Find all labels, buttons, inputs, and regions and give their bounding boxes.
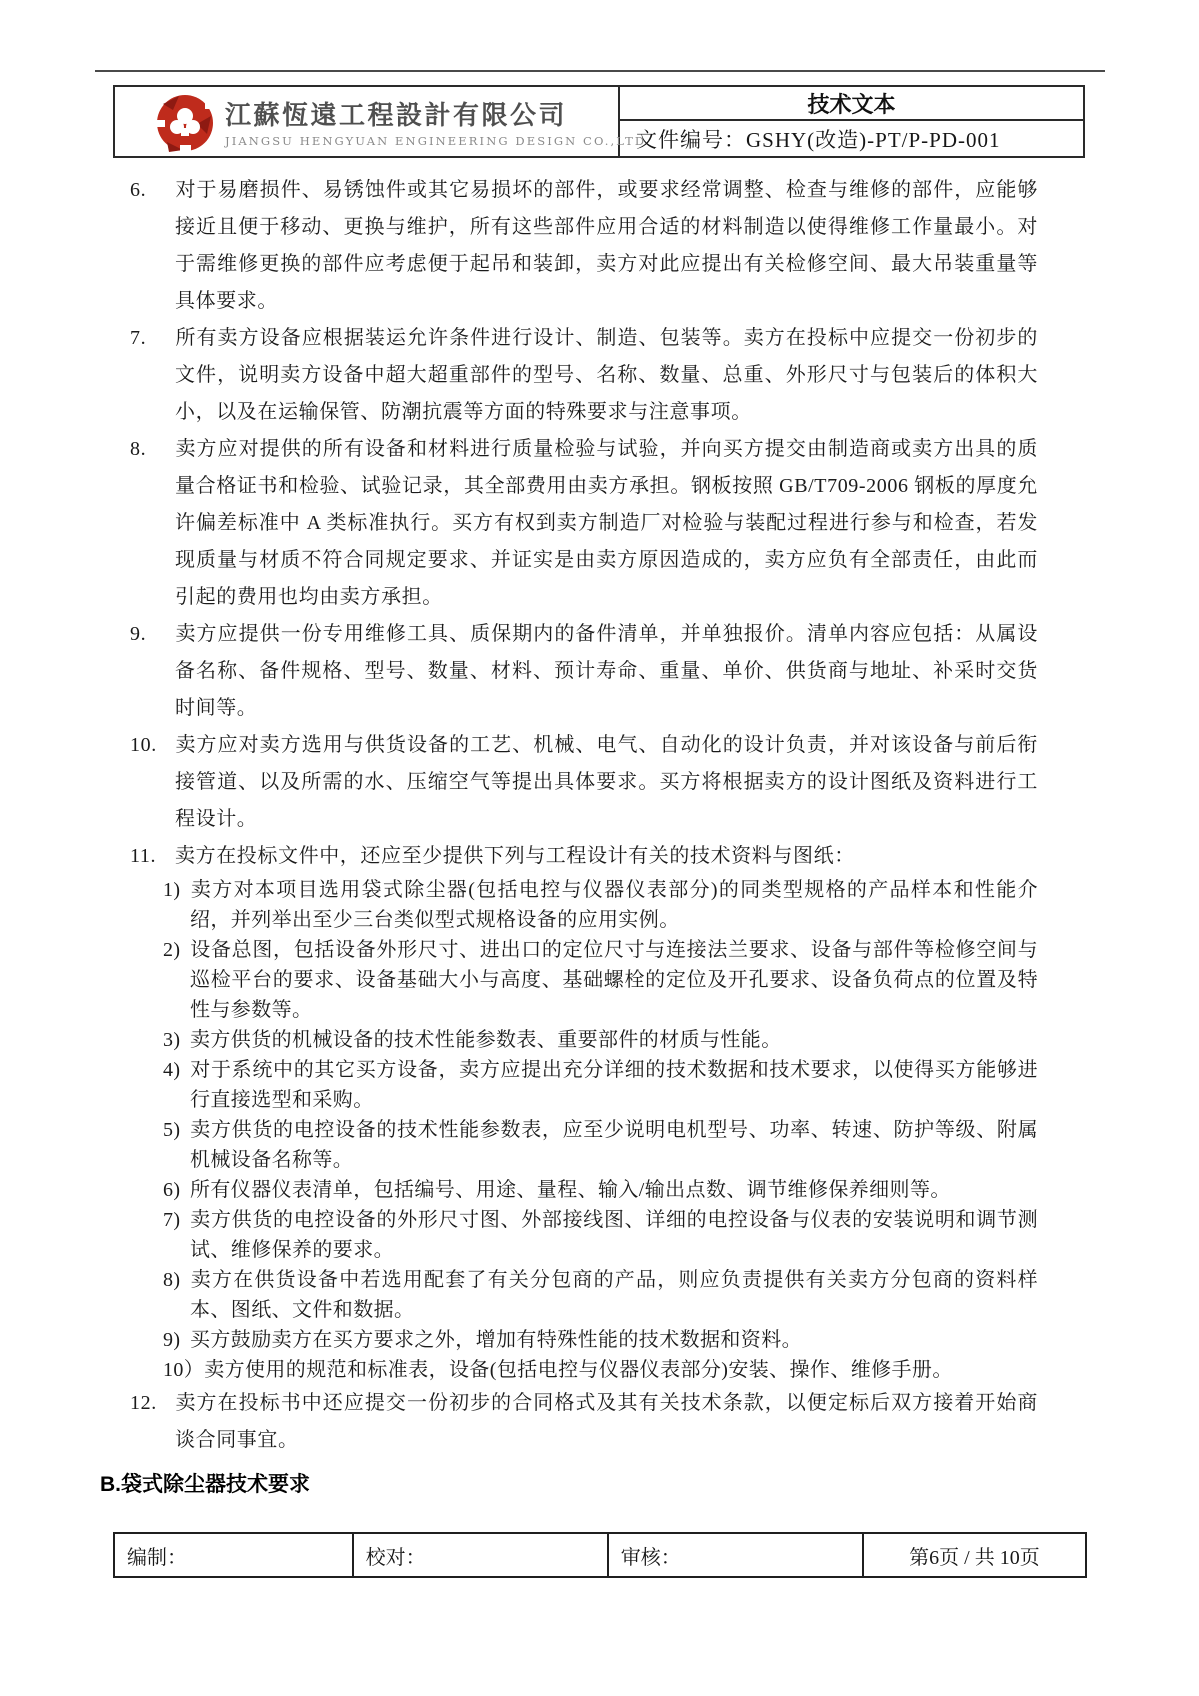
list-item-9 [100,616,1100,727]
sub-item-number: 5) [163,1119,181,1141]
item-text: 卖方应提供一份专用维修工具、质保期内的备件清单，并单独报价。清单内容应包括：从属设备名称、备件规格、型号、数量、材料、预计寿命、重量、单价、供货商与地址、补采时交货时间等。 [175,623,1038,719]
list-item-12 [100,1385,1100,1459]
sub-item-text: 买方鼓励卖方在买方要求之外，增加有特殊性能的技术数据和资料。 [190,1329,802,1351]
section-heading: B.袋式除尘器技术要求 [100,1473,310,1496]
sub-item-number: 7) [163,1209,181,1231]
doc-type-title: 技术文本 [620,87,1083,121]
sub-item-number: 3) [163,1029,181,1051]
sub-item-8 [100,1265,1100,1325]
sub-item-text: 对于系统中的其它买方设备，卖方应提出充分详细的技术数据和技术要求，以使得买方能够进行直接选型和采购。 [190,1059,1038,1111]
sub-item-text: 卖方在供货设备中若选用配套了有关分包商的产品，则应负责提供有关卖方分包商的资料样本、图纸、文件和数据。 [190,1269,1038,1321]
sub-item-text: 卖方对本项目选用袋式除尘器(包括电控与仪器仪表部分)的同类型规格的产品样本和性能介绍，并列举出至少三台类似型式规格设备的应用实例。 [190,879,1038,931]
sub-item-7 [100,1205,1100,1265]
document-header [113,85,1085,158]
item-number: 11. [130,845,157,867]
sub-item-1 [100,875,1100,935]
item-text: 所有卖方设备应根据装运允许条件进行设计、制造、包装等。卖方在投标中应提交一份初步的文件，说明卖方设备中超大超重部件的型号、名称、数量、总重、外形尺寸与包装后的体积大小，以及在运输保管、防潮抗震等方面的特殊要求与注意事项。 [175,327,1038,423]
item-number: 7. [130,327,147,349]
sub-item-9 [100,1325,1100,1355]
sub-item-text: 卖方使用的规范和标准表，设备(包括电控与仪器仪表部分)安装、操作、维修手册。 [204,1359,953,1381]
proofread-by-cell: 校对： [352,1534,607,1576]
company-logo-icon [153,90,217,154]
document-body [100,172,1100,1501]
sub-item-5 [100,1115,1100,1175]
sub-item-text: 卖方供货的机械设备的技术性能参数表、重要部件的材质与性能。 [190,1029,782,1051]
list-item-10 [100,727,1100,838]
item-number: 9. [130,623,147,645]
sub-item-text: 卖方供货的电控设备的技术性能参数表，应至少说明电机型号、功率、转速、防护等级、附属机械设备名称等。 [190,1119,1038,1171]
sub-item-3 [100,1025,1100,1055]
item-text: 卖方应对提供的所有设备和材料进行质量检验与试验，并向买方提交由制造商或卖方出具的质量合格证书和检验、试验记录，其全部费用由卖方承担。钢板按照 GB/T709-2006 钢板的厚度允许偏差标准中 A 类标准执行。买方有权到卖方制造厂对检验与装配过程进行参与和检查，若发现质量与材质不符合同规定要求、并证实是由卖方原因造成的，卖方应负有全部责任，由此而引起的费用也均由卖方承担。 [175,438,1038,608]
list-item-11 [100,838,1100,875]
footer-table [113,1532,1087,1578]
sub-item-number: 4) [163,1059,181,1081]
header-right-column [620,87,1083,156]
doc-number-value: GSHY(改造)-PT/P-PD-001 [746,127,1001,152]
item-number: 10. [130,734,157,756]
company-name-zh: 江蘇恆遠工程設計有限公司 [225,101,568,130]
sub-item-text: 设备总图，包括设备外形尺寸、进出口的定位尺寸与连接法兰要求、设备与部件等检修空间与巡检平台的要求、设备基础大小与高度、基础螺栓的定位及开孔要求、设备负荷点的位置及特性与参数等。 [190,939,1038,1021]
item-text: 卖方在投标文件中，还应至少提供下列与工程设计有关的技术资料与图纸： [175,845,855,867]
item-number: 12. [130,1392,157,1414]
doc-number [620,121,1083,156]
list-item-8 [100,431,1100,616]
sub-item-number: 6) [163,1179,181,1201]
item-text: 对于易磨损件、易锈蚀件或其它易损坏的部件，或要求经常调整、检查与维修的部件，应能够接近且便于移动、更换与维护，所有这些部件应用合适的材料制造以使得维修工作量最小。对于需维修更换的部件应考虑便于起吊和装卸，卖方对此应提出有关检修空间、最大吊装重量等具体要求。 [175,179,1038,312]
item-number: 6. [130,179,147,201]
item-text: 卖方应对卖方选用与供货设备的工艺、机械、电气、自动化的设计负责，并对该设备与前后衔接管道、以及所需的水、压缩空气等提出具体要求。买方将根据卖方的设计图纸及资料进行工程设计。 [175,734,1038,830]
page-number: 第6页 / 共 10页 [862,1534,1085,1576]
sub-item-6 [100,1175,1100,1205]
doc-number-label: 文件编号： [636,127,746,152]
sub-item-number: 8) [163,1269,181,1291]
sub-item-text: 所有仪器仪表清单，包括编号、用途、量程、输入/输出点数、调节维修保养细则等。 [190,1179,951,1201]
prepared-by-cell: 编制： [127,1546,187,1569]
sub-item-number: 1) [163,879,181,901]
company-block [115,87,647,156]
sub-item-10 [100,1355,1100,1385]
list-item-7 [100,320,1100,431]
item-number: 8. [130,438,147,460]
company-names [225,95,646,148]
sub-item-number: 10） [163,1359,205,1381]
sub-item-4 [100,1055,1100,1115]
item-text: 卖方在投标书中还应提交一份初步的合同格式及其有关技术条款，以便定标后双方接着开始商谈合同事宜。 [175,1392,1038,1451]
sub-item-number: 2) [163,939,181,961]
sub-item-number: 9) [163,1329,181,1351]
sub-item-2 [100,935,1100,1025]
top-divider [95,70,1105,72]
list-item-6 [100,172,1100,320]
sub-item-text: 卖方供货的电控设备的外形尺寸图、外部接线图、详细的电控设备与仪表的安装说明和调节测试、维修保养的要求。 [190,1209,1038,1261]
reviewed-by-cell: 审核： [607,1534,862,1576]
company-name-en: JIANGSU HENGYUAN ENGINEERING DESIGN CO.,LTD [225,134,647,148]
